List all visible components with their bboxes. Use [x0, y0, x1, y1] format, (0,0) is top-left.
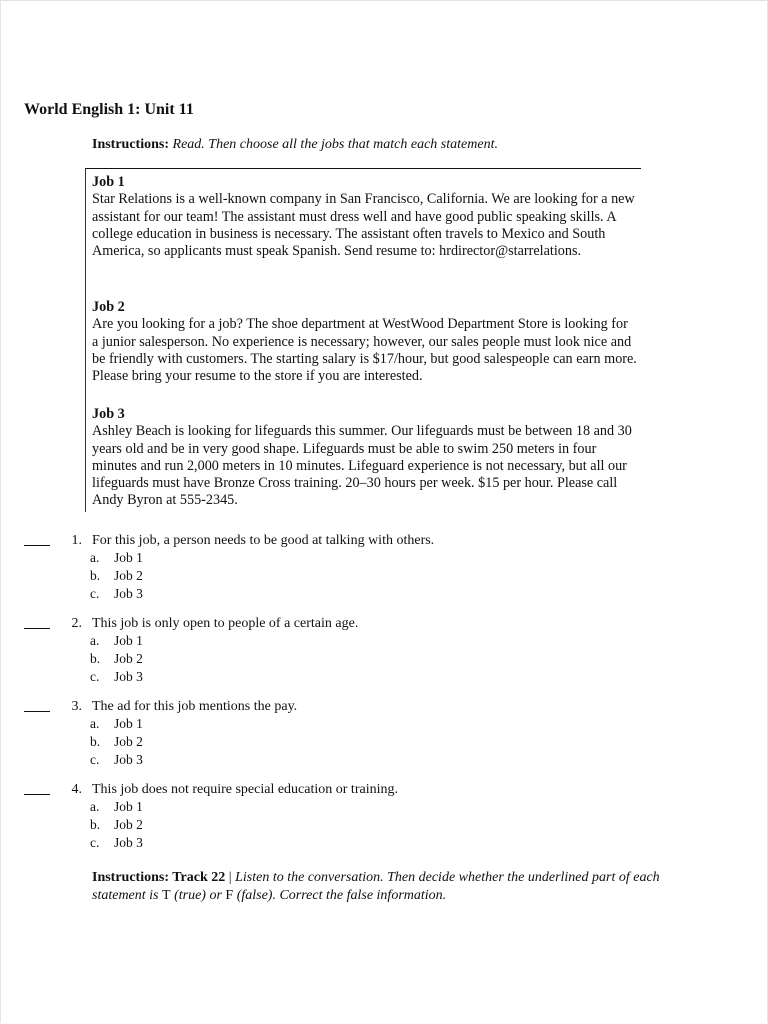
instructions-text: Listen to the conversation. Then decide whether the underlined part of each statement is: [92, 870, 660, 903]
option-letter: a.: [90, 799, 100, 814]
option-text: Job 1: [114, 633, 143, 648]
question-2: [24, 615, 724, 687]
false-word: (false): [233, 888, 273, 903]
option-c[interactable]: [90, 668, 143, 686]
option-a[interactable]: [90, 798, 143, 816]
option-letter: a.: [90, 633, 100, 648]
question-4: [24, 781, 724, 853]
option-letter: c.: [90, 835, 100, 850]
job-title: Job 3: [92, 406, 125, 422]
instructions-label: Instructions:: [92, 137, 170, 152]
option-a[interactable]: [90, 715, 143, 733]
option-letter: c.: [90, 669, 100, 684]
job-description: Are you looking for a job? The shoe department at WestWood Department Store is looking for a junior salesperson. No experience is necessary; however, our sales people must look nice and be friendly with customers. The starting salary is $17/hour, but good salespeople can earn more. Please bring your resume to the store if you are interested.: [92, 316, 637, 385]
true-word: (true): [170, 888, 206, 903]
option-c[interactable]: [90, 834, 143, 852]
page-title: World English 1: Unit 11: [24, 101, 194, 118]
question-text: For this job, a person needs to be good at talking with others.: [92, 533, 435, 548]
question-number: 4.: [71, 782, 82, 797]
option-text: Job 1: [114, 550, 143, 565]
job-description: Star Relations is a well-known company in San Francisco, California. We are looking for a new assistant for our team! The assistant must dress well and have good public speaking skills. A college education in business is necessary. The assistant often travels to Mexico and South America, so applicants must speak Spanish. Send resume to: hrdirector@starrelations.: [92, 191, 635, 260]
question-1: [24, 532, 724, 604]
option-text: Job 3: [114, 586, 143, 601]
question-text: This job is only open to people of a certain age.: [92, 616, 359, 631]
option-text: Job 2: [114, 734, 143, 749]
or-word: or: [205, 888, 226, 903]
instructions-label: Instructions: Track 22: [92, 870, 226, 885]
option-letter: b.: [90, 651, 101, 666]
option-b[interactable]: [90, 816, 143, 834]
option-text: Job 1: [114, 716, 143, 731]
instructions-text: Read. Then choose all the jobs that match each statement.: [172, 137, 498, 152]
job-2-ad: [92, 299, 637, 385]
option-letter: a.: [90, 716, 100, 731]
option-text: Job 2: [114, 568, 143, 583]
option-c[interactable]: [90, 585, 143, 603]
question-number: 2.: [71, 616, 82, 631]
option-b[interactable]: [90, 733, 143, 751]
answer-blank[interactable]: [24, 628, 50, 629]
option-letter: b.: [90, 817, 101, 832]
false-letter: F: [225, 888, 234, 903]
job-1-ad: [92, 174, 637, 260]
option-b[interactable]: [90, 650, 143, 668]
question-text: The ad for this job mentions the pay.: [92, 699, 298, 714]
answer-blank[interactable]: [24, 794, 50, 795]
option-a[interactable]: [90, 632, 143, 650]
true-letter: T: [162, 888, 171, 903]
question-number: 3.: [71, 699, 82, 714]
separator: |: [225, 870, 236, 885]
option-b[interactable]: [90, 567, 143, 585]
answer-blank[interactable]: [24, 711, 50, 712]
option-text: Job 3: [114, 752, 143, 767]
job-title: Job 1: [92, 174, 125, 190]
question-3: [24, 698, 724, 770]
question-number: 1.: [71, 533, 82, 548]
job-3-ad: [92, 406, 637, 510]
option-letter: b.: [90, 568, 101, 583]
option-text: Job 1: [114, 799, 143, 814]
option-letter: c.: [90, 752, 100, 767]
option-letter: a.: [90, 550, 100, 565]
listening-instructions: [92, 869, 692, 905]
option-letter: b.: [90, 734, 101, 749]
instructions: [92, 136, 692, 154]
job-description: Ashley Beach is looking for lifeguards this summer. Our lifeguards must be between 18 and 30 years old and be in very good shape. Lifeguards must be able to swim 250 meters in four minutes and run 2,000 meters in 10 minutes. Lifeguard experience is not necessary, but all our lifeguards must have Bronze Cross training. 20–30 hours per week. $15 per hour. Please call Andy Byron at 555-2345.: [92, 423, 632, 509]
option-text: Job 3: [114, 669, 143, 684]
option-text: Job 2: [114, 651, 143, 666]
option-text: Job 2: [114, 817, 143, 832]
option-text: Job 3: [114, 835, 143, 850]
job-title: Job 2: [92, 299, 125, 315]
option-c[interactable]: [90, 751, 143, 769]
instructions-text-end: . Correct the false information.: [272, 888, 447, 903]
answer-blank[interactable]: [24, 545, 50, 546]
question-text: This job does not require special education or training.: [92, 782, 398, 797]
option-letter: c.: [90, 586, 100, 601]
option-a[interactable]: [90, 549, 143, 567]
